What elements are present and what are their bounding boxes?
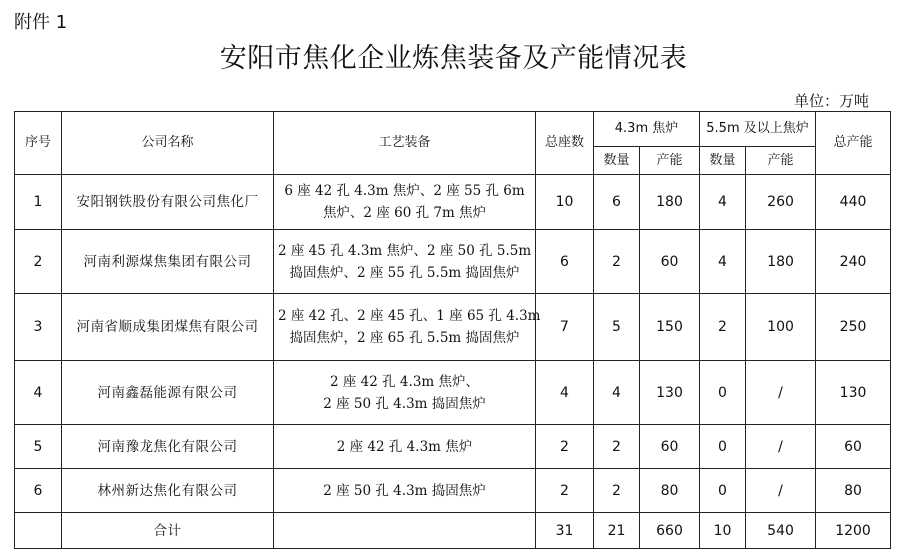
- cell-total-capacity: 130: [816, 361, 891, 425]
- cell-equipment-empty: [274, 513, 536, 549]
- total-row: [15, 513, 891, 549]
- total-qty-55m: 10: [700, 513, 746, 549]
- cell-qty-55m: 4: [700, 230, 746, 294]
- header-capacity-43m: 产能: [640, 147, 700, 175]
- cell-capacity-55m: 260: [746, 175, 816, 230]
- header-qty-43m: 数量: [594, 147, 640, 175]
- equipment-line: 2 座 45 孔 4.3m 焦炉、2 座 50 孔 5.5m: [278, 242, 532, 259]
- cell-seq: 2: [15, 230, 62, 294]
- cell-capacity-43m: 80: [640, 469, 700, 513]
- cell-capacity-43m: 150: [640, 294, 700, 361]
- header-company: 公司名称: [62, 112, 274, 175]
- cell-seq: 4: [15, 361, 62, 425]
- cell-total-capacity: 240: [816, 230, 891, 294]
- cell-capacity-55m: /: [746, 469, 816, 513]
- table-row: [15, 361, 891, 425]
- cell-equipment: [274, 469, 536, 513]
- cell-capacity-43m: 180: [640, 175, 700, 230]
- cell-capacity-43m: 130: [640, 361, 700, 425]
- total-capacity: 1200: [816, 513, 891, 549]
- cell-capacity-43m: 60: [640, 230, 700, 294]
- cell-company: 河南利源煤焦集团有限公司: [62, 230, 274, 294]
- cell-qty-43m: 2: [594, 230, 640, 294]
- cell-qty-43m: 2: [594, 425, 640, 469]
- header-total-capacity: 总产能: [816, 112, 891, 175]
- cell-capacity-55m: /: [746, 425, 816, 469]
- cell-qty-55m: 0: [700, 425, 746, 469]
- cell-qty-43m: 4: [594, 361, 640, 425]
- cell-qty-55m: 4: [700, 175, 746, 230]
- equipment-line: 6 座 42 孔 4.3m 焦炉、2 座 55 孔 6m: [284, 183, 525, 199]
- cell-total-count: 2: [536, 425, 594, 469]
- cell-total-count: 10: [536, 175, 594, 230]
- unit-label: 单位：万吨: [793, 92, 869, 110]
- attachment-label: 附件 1: [14, 12, 68, 33]
- cell-total-capacity: 80: [816, 469, 891, 513]
- cell-qty-43m: 6: [594, 175, 640, 230]
- table-row: [15, 294, 891, 361]
- cell-seq: 1: [15, 175, 62, 230]
- capacity-table: [14, 111, 891, 549]
- cell-total-capacity: 440: [816, 175, 891, 230]
- table-row: [15, 230, 891, 294]
- cell-company: 林州新达焦化有限公司: [62, 469, 274, 513]
- header-group-55m: 5.5m 及以上焦炉: [700, 112, 816, 147]
- cell-qty-55m: 0: [700, 361, 746, 425]
- cell-seq: 3: [15, 294, 62, 361]
- equipment-line: 2 座 50 孔 4.3m 捣固焦炉: [323, 395, 486, 412]
- total-qty-43m: 21: [594, 513, 640, 549]
- cell-seq: 5: [15, 425, 62, 469]
- equipment-line: 2 座 42 孔 4.3m 焦炉: [336, 438, 473, 455]
- table-row: [15, 469, 891, 513]
- equipment-line: 焦炉、2 座 60 孔 7m 焦炉: [322, 205, 487, 221]
- cell-capacity-55m: 180: [746, 230, 816, 294]
- cell-seq-empty: [15, 513, 62, 549]
- cell-equipment: [274, 361, 536, 425]
- cell-total-capacity: 60: [816, 425, 891, 469]
- cell-total-count: 7: [536, 294, 594, 361]
- cell-qty-55m: 0: [700, 469, 746, 513]
- header-total-count: 总座数: [536, 112, 594, 175]
- cell-company: 安阳钢铁股份有限公司焦化厂: [62, 175, 274, 230]
- equipment-line: 捣固焦炉、2 座 55 孔 5.5m 捣固焦炉: [289, 264, 520, 281]
- total-count: 31: [536, 513, 594, 549]
- cell-qty-43m: 5: [594, 294, 640, 361]
- cell-company: 河南鑫磊能源有限公司: [62, 361, 274, 425]
- cell-capacity-55m: 100: [746, 294, 816, 361]
- equipment-line: 2 座 42 孔 4.3m 焦炉、: [330, 373, 479, 390]
- cell-equipment: [274, 230, 536, 294]
- header-seq: 序号: [15, 112, 62, 175]
- header-qty-55m: 数量: [700, 147, 746, 175]
- cell-company: 河南豫龙焦化有限公司: [62, 425, 274, 469]
- total-label: 合计: [62, 513, 274, 549]
- cell-qty-55m: 2: [700, 294, 746, 361]
- equipment-line: 捣固焦炉，2 座 65 孔 5.5m 捣固焦炉: [289, 330, 520, 346]
- cell-total-count: 2: [536, 469, 594, 513]
- header-capacity-55m: 产能: [746, 147, 816, 175]
- page-title: 安阳市焦化企业炼焦装备及产能情况表: [219, 43, 688, 74]
- cell-capacity-55m: /: [746, 361, 816, 425]
- header-equipment: 工艺装备: [274, 112, 536, 175]
- cell-total-capacity: 250: [816, 294, 891, 361]
- cell-qty-43m: 2: [594, 469, 640, 513]
- table-row: [15, 425, 891, 469]
- equipment-line: 2 座 42 孔、2 座 45 孔、1 座 65 孔 4.3m: [278, 308, 541, 324]
- cell-seq: 6: [15, 469, 62, 513]
- equipment-line: 2 座 50 孔 4.3m 捣固焦炉: [323, 482, 486, 499]
- cell-total-count: 6: [536, 230, 594, 294]
- cell-total-count: 4: [536, 361, 594, 425]
- table-row: [15, 175, 891, 230]
- cell-equipment: [274, 425, 536, 469]
- cell-equipment: [274, 175, 536, 230]
- cell-capacity-43m: 60: [640, 425, 700, 469]
- total-capacity-43m: 660: [640, 513, 700, 549]
- total-capacity-55m: 540: [746, 513, 816, 549]
- cell-company: 河南省顺成集团煤焦有限公司: [62, 294, 274, 361]
- header-group-43m: 4.3m 焦炉: [594, 112, 700, 147]
- cell-equipment: [274, 294, 541, 361]
